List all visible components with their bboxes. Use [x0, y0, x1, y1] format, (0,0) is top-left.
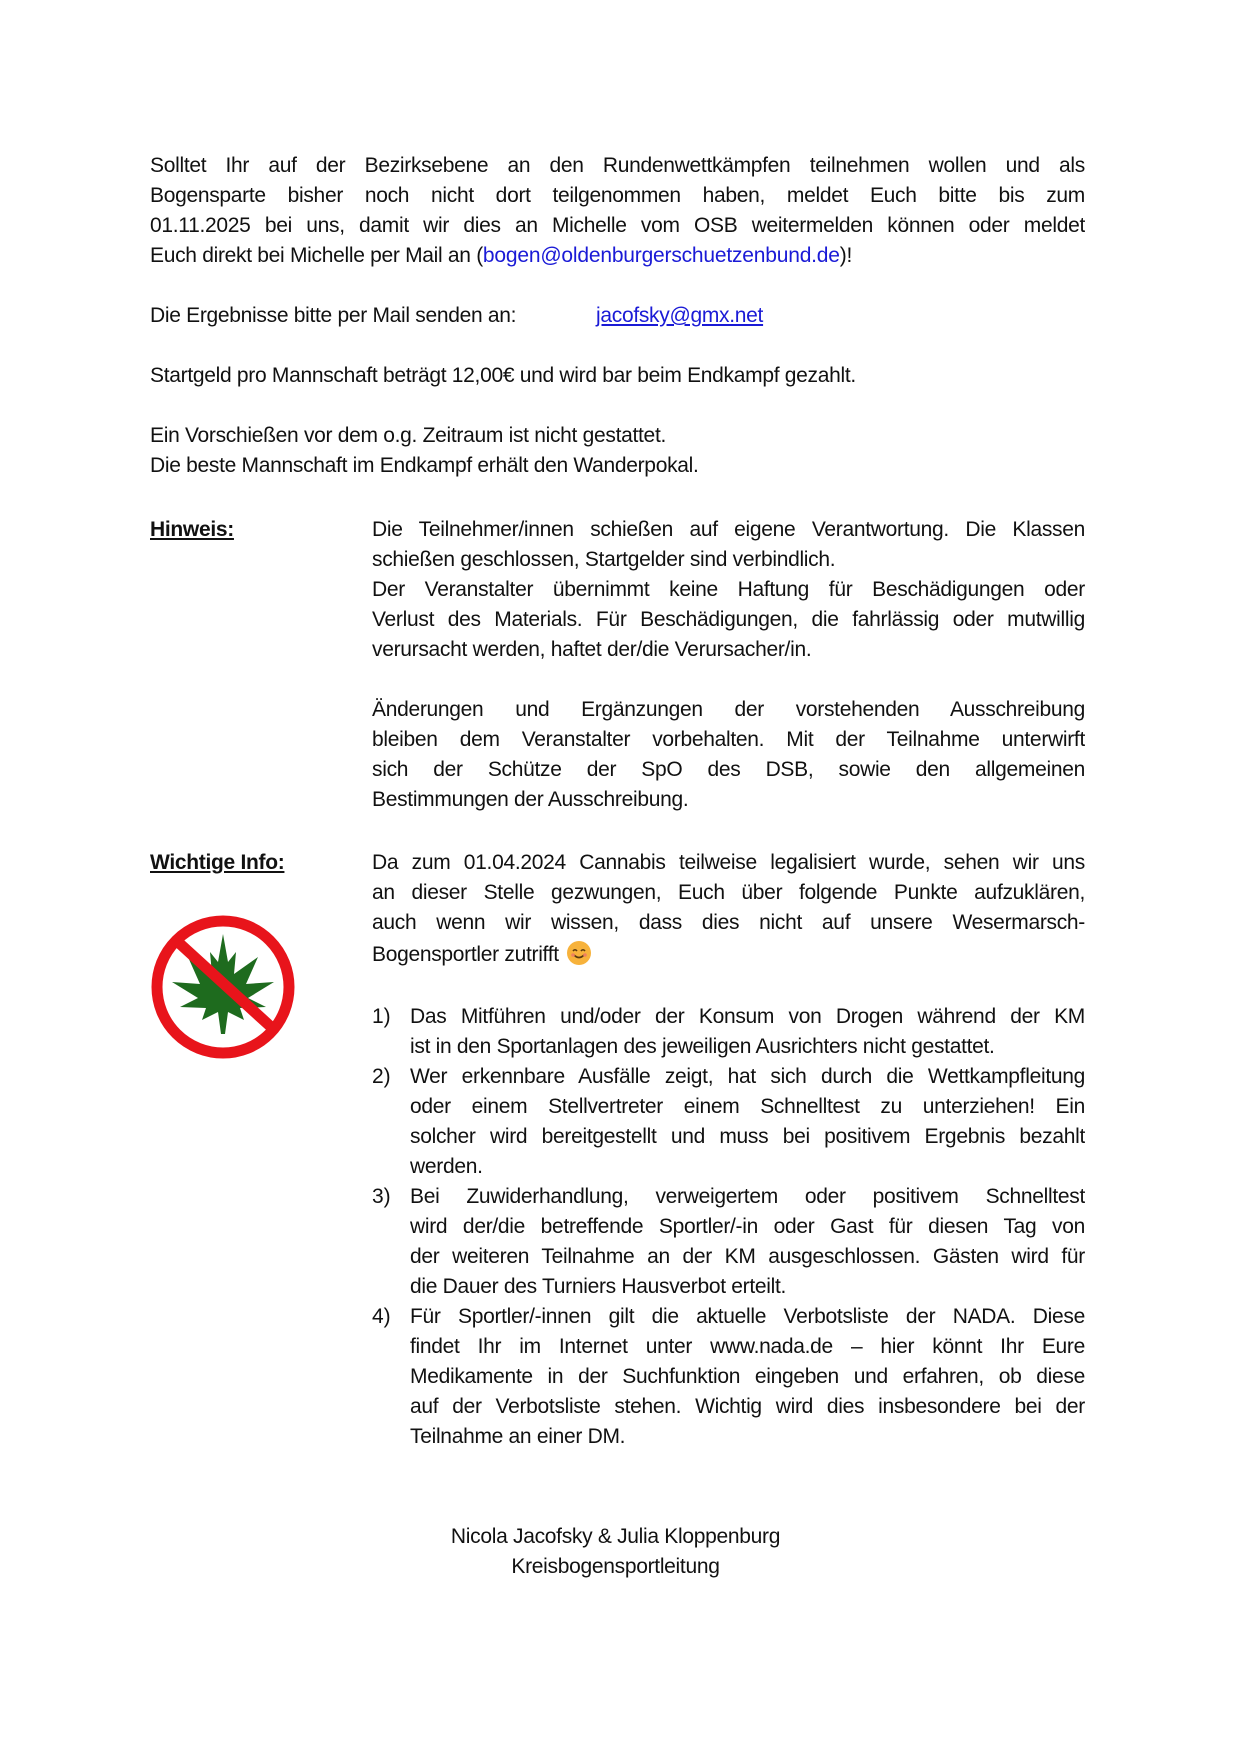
intro-line-4 [150, 241, 1085, 271]
intro-line-4-prefix: Euch direkt bei Michelle per Mail an ( [150, 244, 483, 267]
results-label: Die Ergebnisse bitte per Mail senden an: [150, 304, 517, 327]
list-item-line: wird der/die betreffende Sportler/-in oder Gast für diesen Tag von [410, 1215, 1085, 1238]
list-item-line: Medikamente in der Suchfunktion eingeben und erfahren, ob diese [410, 1365, 1085, 1388]
hinweis-line: Bestimmungen der Ausschreibung. [372, 788, 689, 811]
list-item-number: 2) [372, 1065, 391, 1088]
wichtig-intro-line: an dieser Stelle gezwungen, Euch über folgende Punkte aufzuklären, [372, 881, 1085, 904]
hinweis-line: Verlust des Materials. Für Beschädigungen, die fahrlässig oder mutwillig [372, 608, 1085, 631]
wichtig-intro-line: Da zum 01.04.2024 Cannabis teilweise legalisiert wurde, sehen wir uns [372, 851, 1085, 874]
intro-line-3: 01.11.2025 bei uns, damit wir dies an Michelle vom OSB weitermelden können oder meldet [150, 214, 1085, 237]
intro-line-1: Solltet Ihr auf der Bezirksebene an den Rundenwettkämpfen teilnehmen wollen und als [150, 154, 1085, 177]
list-item-line: werden. [410, 1155, 483, 1178]
wichtig-intro-line-last [372, 940, 1085, 970]
hinweis-label: Hinweis: [150, 518, 234, 541]
list-item-line: der weiteren Teilnahme an der KM ausgeschlossen. Gästen wird für [410, 1245, 1085, 1268]
wichtig-intro-line: auch wenn wir wissen, dass dies nicht auf unsere Wesermarsch- [372, 911, 1085, 934]
hinweis-line: sich der Schütze der SpO des DSB, sowie den allgemeinen [372, 758, 1085, 781]
hinweis-line: bleiben dem Veranstalter vorbehalten. Mit der Teilnahme unterwirft [372, 728, 1085, 751]
list-item-line: Teilnahme an einer DM. [410, 1425, 626, 1448]
intro-line-4-suffix: )! [839, 244, 852, 267]
list-item-number: 1) [372, 1005, 391, 1028]
hinweis-line: verursacht werden, haftet der/die Verursacher/in. [372, 638, 812, 661]
fee-text: Startgeld pro Mannschaft beträgt 12,00€ und wird bar beim Endkampf gezahlt. [150, 364, 856, 387]
rule-pre-shooting: Ein Vorschießen vor dem o.g. Zeitraum ist nicht gestattet. [150, 424, 667, 447]
intro-line-2: Bogensparte bisher noch nicht dort teilgenommen haben, meldet Euch bitte bis zum [150, 184, 1085, 207]
list-item-line: ist in den Sportanlagen des jeweiligen Ausrichters nicht gestattet. [410, 1035, 995, 1058]
list-item-line: auf der Verbotsliste stehen. Wichtig wird dies insbesondere bei der [410, 1395, 1085, 1418]
wichtige-info-label: Wichtige Info: [150, 851, 285, 874]
list-item-line: oder einem Stellvertreter einem Schnelltest zu unterziehen! Ein [410, 1095, 1085, 1118]
smiling-face-emoji-icon [567, 941, 591, 965]
list-item-line: die Dauer des Turniers Hausverbot erteilt. [410, 1275, 787, 1298]
list-item-line: Wer erkennbare Ausfälle zeigt, hat sich durch die Wettkampfleitung [410, 1065, 1085, 1088]
list-item-number: 4) [372, 1305, 391, 1328]
hinweis-line: Der Veranstalter übernimmt keine Haftung für Beschädigungen oder [372, 578, 1085, 601]
list-item-line: findet Ihr im Internet unter www.nada.de – hier könnt Ihr Eure [410, 1335, 1085, 1358]
list-item-line: Das Mitführen und/oder der Konsum von Drogen während der KM [410, 1005, 1085, 1028]
wichtig-intro-text: Bogensportler zutrifft [372, 943, 559, 966]
signature-title: Kreisbogensportleitung [511, 1555, 720, 1578]
rule-trophy: Die beste Mannschaft im Endkampf erhält den Wanderpokal. [150, 454, 699, 477]
list-item-number: 3) [372, 1185, 391, 1208]
no-cannabis-icon [148, 912, 298, 1062]
hinweis-line: schießen geschlossen, Startgelder sind verbindlich. [372, 548, 836, 571]
osb-email-link[interactable]: bogen@oldenburgerschuetzenbund.de [482, 244, 840, 267]
list-item-line: Bei Zuwiderhandlung, verweigertem oder positivem Schnelltest [410, 1185, 1085, 1208]
results-email-link[interactable]: jacofsky@gmx.net [596, 304, 764, 327]
hinweis-line: Die Teilnehmer/innen schießen auf eigene Verantwortung. Die Klassen [372, 518, 1085, 541]
list-item-line: Für Sportler/-innen gilt die aktuelle Verbotsliste der NADA. Diese [410, 1305, 1085, 1328]
list-item-line: solcher wird bereitgestellt und muss bei positivem Ergebnis bezahlt [410, 1125, 1085, 1148]
signature-names: Nicola Jacofsky & Julia Kloppenburg [450, 1525, 781, 1548]
hinweis-line: Änderungen und Ergänzungen der vorstehenden Ausschreibung [372, 698, 1085, 721]
